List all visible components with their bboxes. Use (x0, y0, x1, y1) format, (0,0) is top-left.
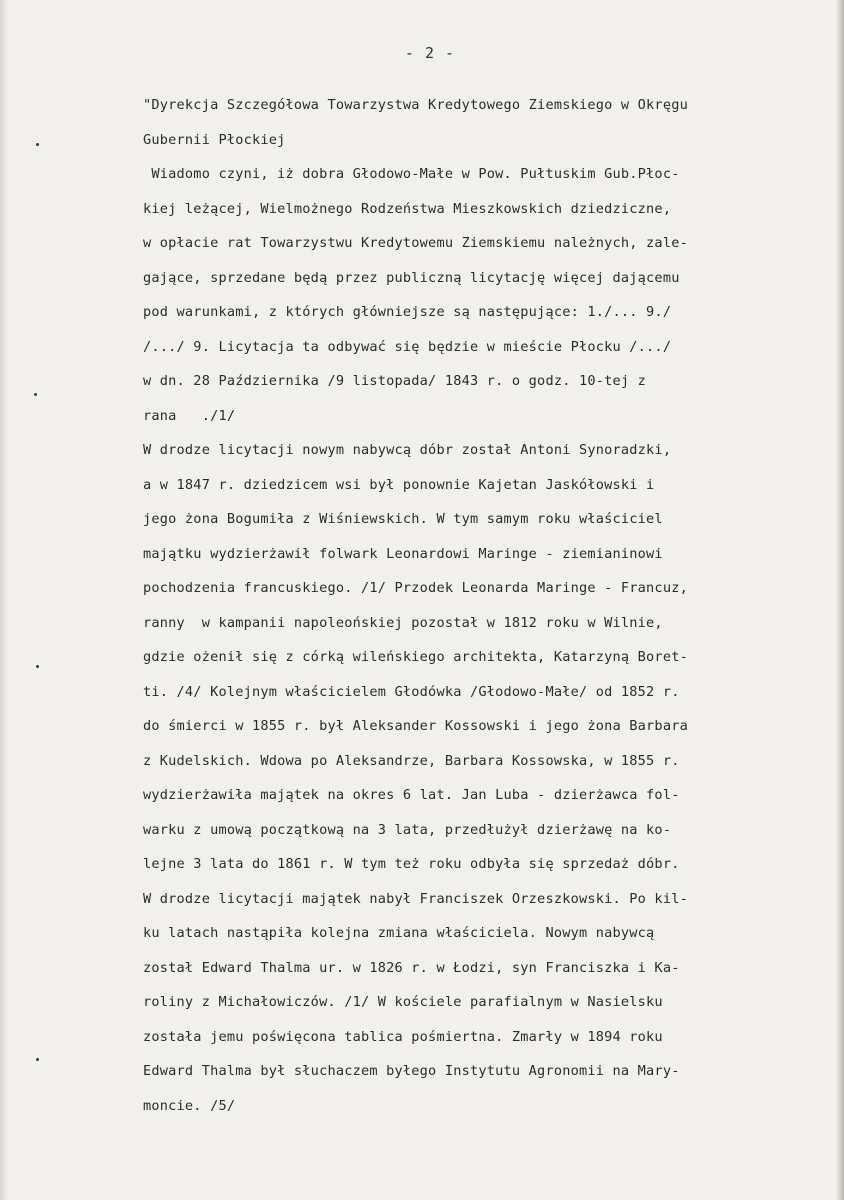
text-line: została jemu poświęcona tablica pośmiertna. Zmarły w 1894 roku (143, 1028, 663, 1045)
text-line: wydzierżawiła majątek na okres 6 lat. Jan Luba - dzierżawca fol- (143, 787, 680, 803)
margin-mark (36, 1058, 39, 1061)
text-line: został Edward Thalma ur. w 1826 r. w Łodzi, syn Franciszka i Ka- (143, 959, 680, 976)
text-line: gdzie ożenił się z córką wileńskiego architekta, Katarzyną Boret- (143, 649, 688, 665)
text-line: warku z umową początkową na 3 lata, przedłużył dzierżawę na ko- (143, 821, 672, 838)
text-line: W drodze licytacji nowym nabywcą dóbr został Antoni Synoradzki, (143, 442, 672, 458)
text-line: "Dyrekcja Szczegółowa Towarzystwa Kredytowego Ziemskiego w Okręgu (143, 97, 688, 113)
text-line: w opłacie rat Towarzystwu Kredytowemu Ziemskiemu należnych, zale- (143, 235, 688, 251)
paper-left-edge (0, 0, 8, 1200)
text-line: gające, sprzedane będą przez publiczną licytację więcej dającemu (143, 269, 680, 286)
text-line: pochodzenia francuskiego. /1/ Przodek Leonarda Maringe - Francuz, (143, 580, 688, 596)
text-line: /.../ 9. Licytacja ta odbywać się będzie w mieście Płocku /.../ (143, 338, 672, 355)
text-line: W drodze licytacji majątek nabył Franciszek Orzeszkowski. Po kil- (143, 890, 688, 907)
margin-mark (36, 665, 39, 668)
text-line: z Kudelskich. Wdowa po Aleksandrze, Barbara Kossowska, w 1855 r. (143, 752, 680, 769)
text-line: lejne 3 lata do 1861 r. W tym też roku odbyła się sprzedaż dóbr. (143, 856, 680, 872)
text-line: a w 1847 r. dziedzicem wsi był ponownie Kajetan Jaskółowski i (143, 476, 655, 493)
text-line: moncie. /5/ (143, 1097, 236, 1114)
text-line: Wiadomo czyni, iż dobra Głodowo-Małe w Pow. Pułtuskim Gub.Płoc- (143, 166, 680, 182)
text-line: jego żona Bogumiła z Wiśniewskich. W tym samym roku właściciel (143, 511, 663, 527)
text-line: Edward Thalma był słuchaczem byłego Instytutu Agronomii na Mary- (143, 1063, 680, 1079)
text-line: w dn. 28 Października /9 listopada/ 1843 r. o godz. 10-tej z (143, 373, 647, 389)
text-line: ti. /4/ Kolejnym właścicielem Głodówka /Głodowo-Małe/ od 1852 r. (143, 683, 680, 700)
text-line: do śmierci w 1855 r. był Aleksander Kossowski i jego żona Barbara (143, 718, 688, 734)
text-line: ku latach nastąpiła kolejna zmiana właściciela. Nowym nabywcą (143, 925, 655, 941)
text-line: majątku wydzierżawił folwark Leonardowi Maringe - ziemianinowi (143, 545, 663, 562)
text-line: pod warunkami, z których główniejsze są następujące: 1./... 9./ (143, 304, 672, 320)
margin-mark (36, 143, 39, 146)
paper-right-edge (836, 0, 844, 1200)
text-line: kiej leżącej, Wielmożnego Rodzeństwa Mieszkowskich dziedziczne, (143, 200, 672, 217)
text-line: ranny w kampanii napoleońskiej pozostał w 1812 roku w Wilnie, (143, 614, 663, 631)
page-number: - 2 - (404, 44, 456, 62)
text-line: Gubernii Płockiej (143, 131, 286, 148)
margin-mark (34, 393, 37, 396)
text-line: roliny z Michałowiczów. /1/ W kościele parafialnym w Nasielsku (143, 994, 663, 1010)
typewritten-text (143, 88, 815, 1123)
text-line: rana ./1/ (143, 407, 236, 424)
